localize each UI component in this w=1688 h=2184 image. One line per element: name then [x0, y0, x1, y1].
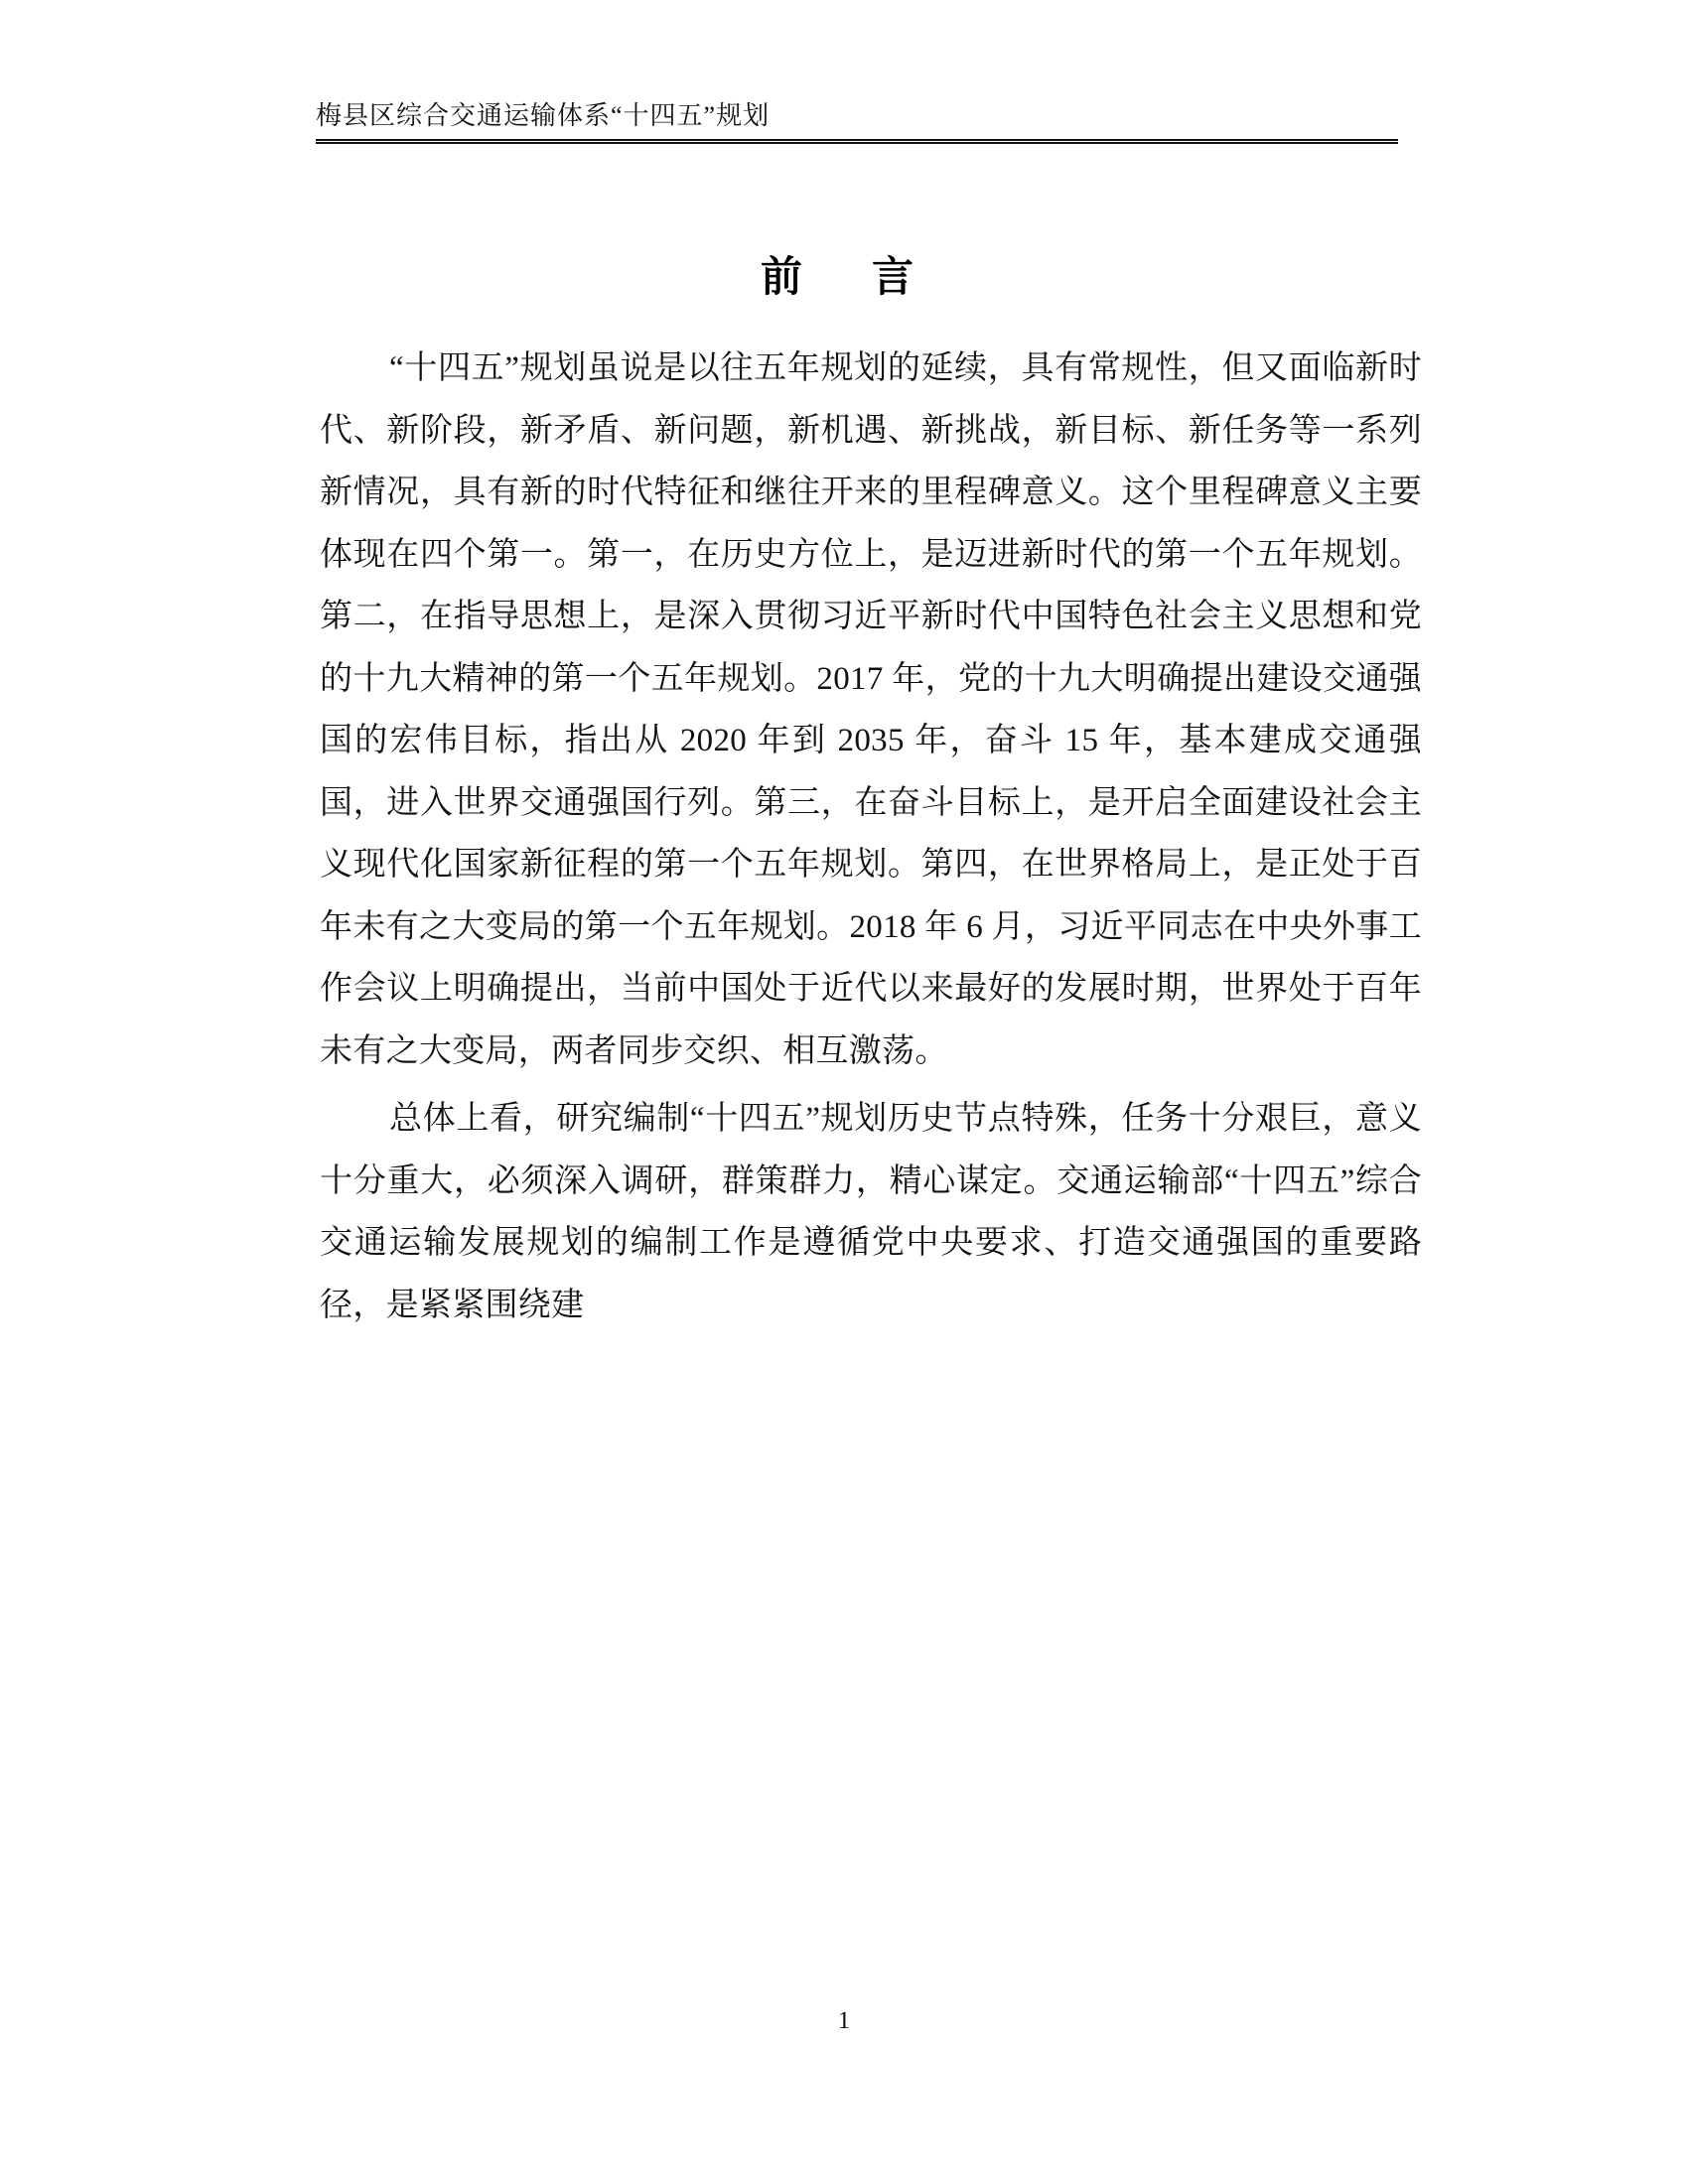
page-title: 前 言 — [760, 255, 927, 301]
paragraph: “十四五”规划虽说是以往五年规划的延续，具有常规性，但又面临新时代、新阶段，新矛盾、新问题，新机遇、新挑战，新目标、新任务等一系列新情况，具有新的时代特征和继往开来的里程碑意义。这个里程碑意义主要体现在四个第一。第一，在历史方位上，是迈进新时代的第一个五年规划。第二，在指导思想上，是深入贯彻习近平新时代中国特色社会主义思想和党的十九大精神的第一个五年规划。2017 年，党的十九大明确提出建设交通强国的宏伟目标，指出从 2020 年到 2035 年，奋斗 15 年，基本建成交通强国，进入世界交通强国行列。第三，在奋斗目标上，是开启全面建设社会主义现代化国家新征程的第一个五年规划。第四，在世界格局上，是正处于百年未有之大变局的第一个五年规划。2018 年 6 月，习近平同志在中央外事工作会议上明确提出，当前中国处于近代以来最好的发展时期，世界处于百年未有之大变局，两者同步交织、相互激荡。 — [320, 350, 1422, 1069]
header-double-rule — [316, 139, 1398, 144]
paragraph: 总体上看，研究编制“十四五”规划历史节点特殊，任务十分艰巨，意义十分重大，必须深入调研，群策群力，精心谋定。交通运输部“十四五”综合交通运输发展规划的编制工作是遵循党中央要求、打造交通强国的重要路径，是紧紧围绕建 — [320, 1101, 1422, 1323]
running-header-title: 梅县区综合交通运输体系“十四五”规划 — [316, 101, 771, 130]
page-header — [316, 99, 1398, 144]
footer-page-number: 1 — [837, 2007, 851, 2034]
body-content — [320, 338, 1422, 1336]
